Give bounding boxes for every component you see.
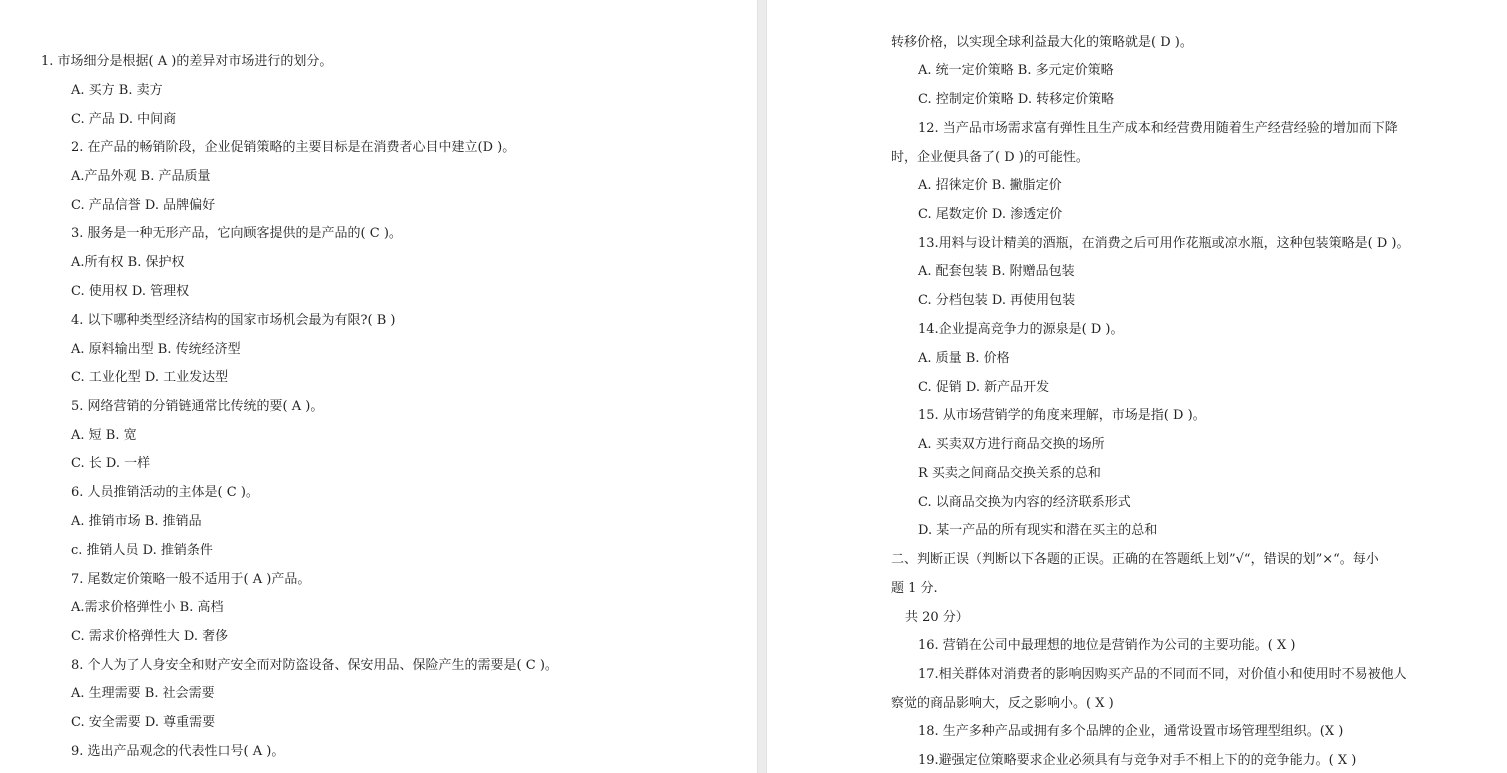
question-3-options-ab: A.所有权 B. 保护权: [71, 255, 185, 270]
question-14-options-cd: C. 促销 D. 新产品开发: [918, 380, 1050, 395]
question-8-options-cd: C. 安全需要 D. 尊重需要: [71, 715, 216, 730]
right-page: [767, 0, 1507, 773]
question-2-options-cd: C. 产品信誉 D. 品牌偏好: [71, 198, 216, 213]
question-17-continuation: 察觉的商品影响大，反之影响小。( X ): [891, 696, 1114, 711]
question-15-option-c: C. 以商品交换为内容的经济联系形式: [918, 495, 1131, 510]
question-14: 14.企业提高竞争力的源泉是( D )。: [918, 322, 1124, 337]
question-15-option-a: A. 买卖双方进行商品交换的场所: [918, 437, 1105, 452]
question-13: 13.用料与设计精美的酒瓶，在消费之后可用作花瓶或凉水瓶，这种包装策略是( D )。: [918, 236, 1410, 251]
section-2-heading-line-3: 共 20 分）: [905, 610, 969, 625]
question-15: 15. 从市场营销学的角度来理解，市场是指( D )。: [918, 408, 1206, 423]
question-12: 12. 当产品市场需求富有弹性且生产成本和经营费用随着生产经营经验的增加而下降: [918, 121, 1398, 136]
question-13-options-ab: A. 配套包装 B. 附赠品包装: [918, 264, 1075, 279]
question-8: 8. 个人为了人身安全和财产安全而对防盗设备、保安用品、保险产生的需要是( C )。: [71, 658, 558, 673]
question-3-options-cd: C. 使用权 D. 管理权: [71, 284, 190, 299]
question-7-options-ab: A.需求价格弹性小 B. 高档: [71, 600, 224, 615]
question-1-options-ab: A. 买方 B. 卖方: [71, 83, 163, 98]
question-4-options-ab: A. 原料输出型 B. 传统经济型: [71, 342, 241, 357]
question-3: 3. 服务是一种无形产品，它向顾客提供的是产品的( C )。: [71, 226, 402, 241]
question-11-options-cd: C. 控制定价策略 D. 转移定价策略: [918, 92, 1115, 107]
question-12-options-cd: C. 尾数定价 D. 渗透定价: [918, 207, 1063, 222]
question-6-options-cd: c. 推销人员 D. 推销条件: [71, 543, 213, 558]
question-7: 7. 尾数定价策略一般不适用于( A )产品。: [71, 572, 311, 587]
question-19: 19.避强定位策略要求企业必须具有与竞争对手不相上下的的竞争能力。( X ): [918, 753, 1357, 768]
question-4-options-cd: C. 工业化型 D. 工业发达型: [71, 370, 229, 385]
question-5-options-ab: A. 短 B. 宽: [71, 428, 137, 443]
question-4: 4. 以下哪种类型经济结构的国家市场机会最为有限?( B ): [71, 313, 396, 328]
question-11-continuation: 转移价格，以实现全球利益最大化的策略就是( D )。: [891, 35, 1193, 50]
question-7-options-cd: C. 需求价格弹性大 D. 奢侈: [71, 629, 229, 644]
question-6-options-ab: A. 推销市场 B. 推销品: [71, 514, 202, 529]
section-2-heading: 二、判断正误（判断以下各题的正误。正确的在答题纸上划”√“，错误的划”×“。每小: [891, 552, 1379, 567]
question-11-options-ab: A. 统一定价策略 B. 多元定价策略: [918, 63, 1114, 78]
question-6: 6. 人员推销活动的主体是( C )。: [71, 485, 259, 500]
question-5-options-cd: C. 长 D. 一样: [71, 456, 151, 471]
question-12-continuation: 时，企业便具备了( D )的可能性。: [891, 150, 1089, 165]
question-2-options-ab: A.产品外观 B. 产品质量: [71, 169, 211, 184]
question-2: 2. 在产品的畅销阶段，企业促销策略的主要目标是在消费者心目中建立(D )。: [71, 140, 516, 155]
question-1-options-cd: C. 产品 D. 中间商: [71, 112, 177, 127]
question-5: 5. 网络营销的分销链通常比传统的要( A )。: [71, 399, 324, 414]
section-2-heading-line-2: 题 1 分.: [891, 581, 938, 596]
page-divider: [757, 0, 767, 773]
question-1: 1. 市场细分是根据( A )的差异对市场进行的划分。: [41, 54, 333, 69]
question-8-options-ab: A. 生理需要 B. 社会需要: [71, 686, 215, 701]
question-16: 16. 营销在公司中最理想的地位是营销作为公司的主要功能。( X ): [918, 638, 1296, 653]
question-15-option-b: R 买卖之间商品交换关系的总和: [918, 466, 1101, 481]
question-12-options-ab: A. 招徕定价 B. 撇脂定价: [918, 178, 1062, 193]
question-15-option-d: D. 某一产品的所有现实和潜在买主的总和: [918, 523, 1158, 538]
question-13-options-cd: C. 分档包装 D. 再使用包装: [918, 293, 1076, 308]
question-9: 9. 选出产品观念的代表性口号( A )。: [71, 744, 285, 759]
question-17: 17.相关群体对消费者的影响因购买产品的不同而不同，对价值小和使用时不易被他人: [918, 667, 1407, 682]
question-18: 18. 生产多种产品或拥有多个品牌的企业，通常设置市场管理型组织。(X ): [918, 724, 1344, 739]
question-14-options-ab: A. 质量 B. 价格: [918, 351, 1010, 366]
